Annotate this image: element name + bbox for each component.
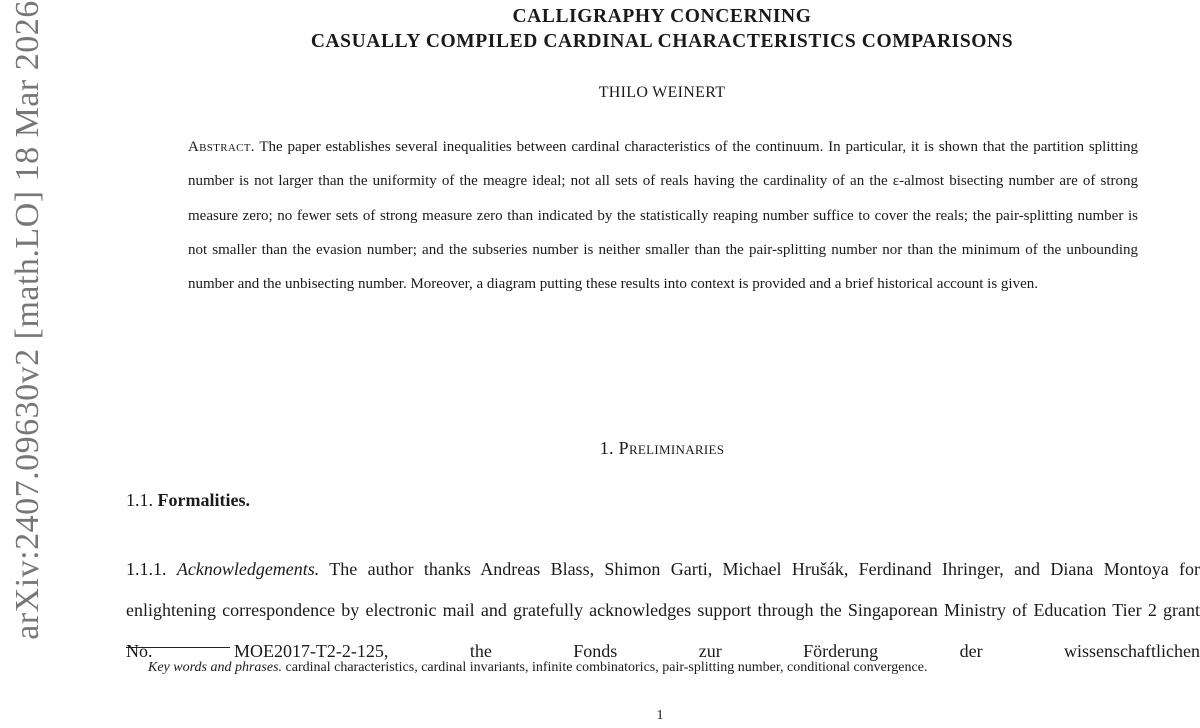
section-title: Preliminaries [618,438,725,458]
section-number: 1. [599,438,614,458]
arxiv-identifier: arXiv:2407.09630v2 [math.LO] 18 Mar 2026 [9,0,46,640]
acknowledgements-paragraph [126,549,1200,672]
paper-title-line-1: CALLIGRAPHY CONCERNING [512,6,812,27]
paragraph-text: The author thanks Andreas Blass, Shimon Garti, Michael Hrušák, Ferdinand Ihringer, and Diana Montoya for enlightening correspondence by electronic mail and gratefully acknowledges support through the Singaporean Ministry of Education Tier 2 grant No. MOE2017-T2-2-125, the Fonds zur Förderung der wissenschaftlichen [126,559,1200,661]
paper-title-line-2: CASUALLY COMPILED CARDINAL CHARACTERISTICS COMPARISONS [310,31,1014,52]
subsection-number: 1.1. [126,490,153,510]
footnote-rule [126,647,230,648]
page-number: 1 [656,708,664,723]
footnote-text: cardinal characteristics, cardinal invariants, infinite combinatorics, pair-splitting number, conditional convergence. [282,660,928,675]
paragraph-number: 1.1.1. [126,559,167,579]
arxiv-identifier-margin [0,0,56,640]
footnote [148,660,1200,676]
subsection-heading [126,490,250,511]
paragraph-heading: Acknowledgements. [176,559,320,579]
abstract-label: Abstract. [188,139,255,155]
abstract [188,130,1138,301]
footnote-label: Key words and phrases. [148,660,283,675]
author-name: THILO WEINERT [598,84,726,101]
section-heading [240,438,1084,459]
abstract-text: The paper establishes several inequalities between cardinal characteristics of the continuum. In particular, it is shown that the partition splitting number is not larger than the uniformity of the meagre ideal; not all sets of reals having the cardinality of an the ε-almost bisecting number are of strong measure zero; no fewer sets of strong measure zero than indicated by the statistically reaping number suffice to cover the reals; the pair-splitting number is not smaller than the evasion number; and the subseries number is neither smaller than the pair-splitting number nor than the minimum of the unbounding number and the unbisecting number. Moreover, a diagram putting these results into context is provided and a brief historical account is given. [188,139,1138,293]
subsection-title: Formalities. [157,490,250,510]
